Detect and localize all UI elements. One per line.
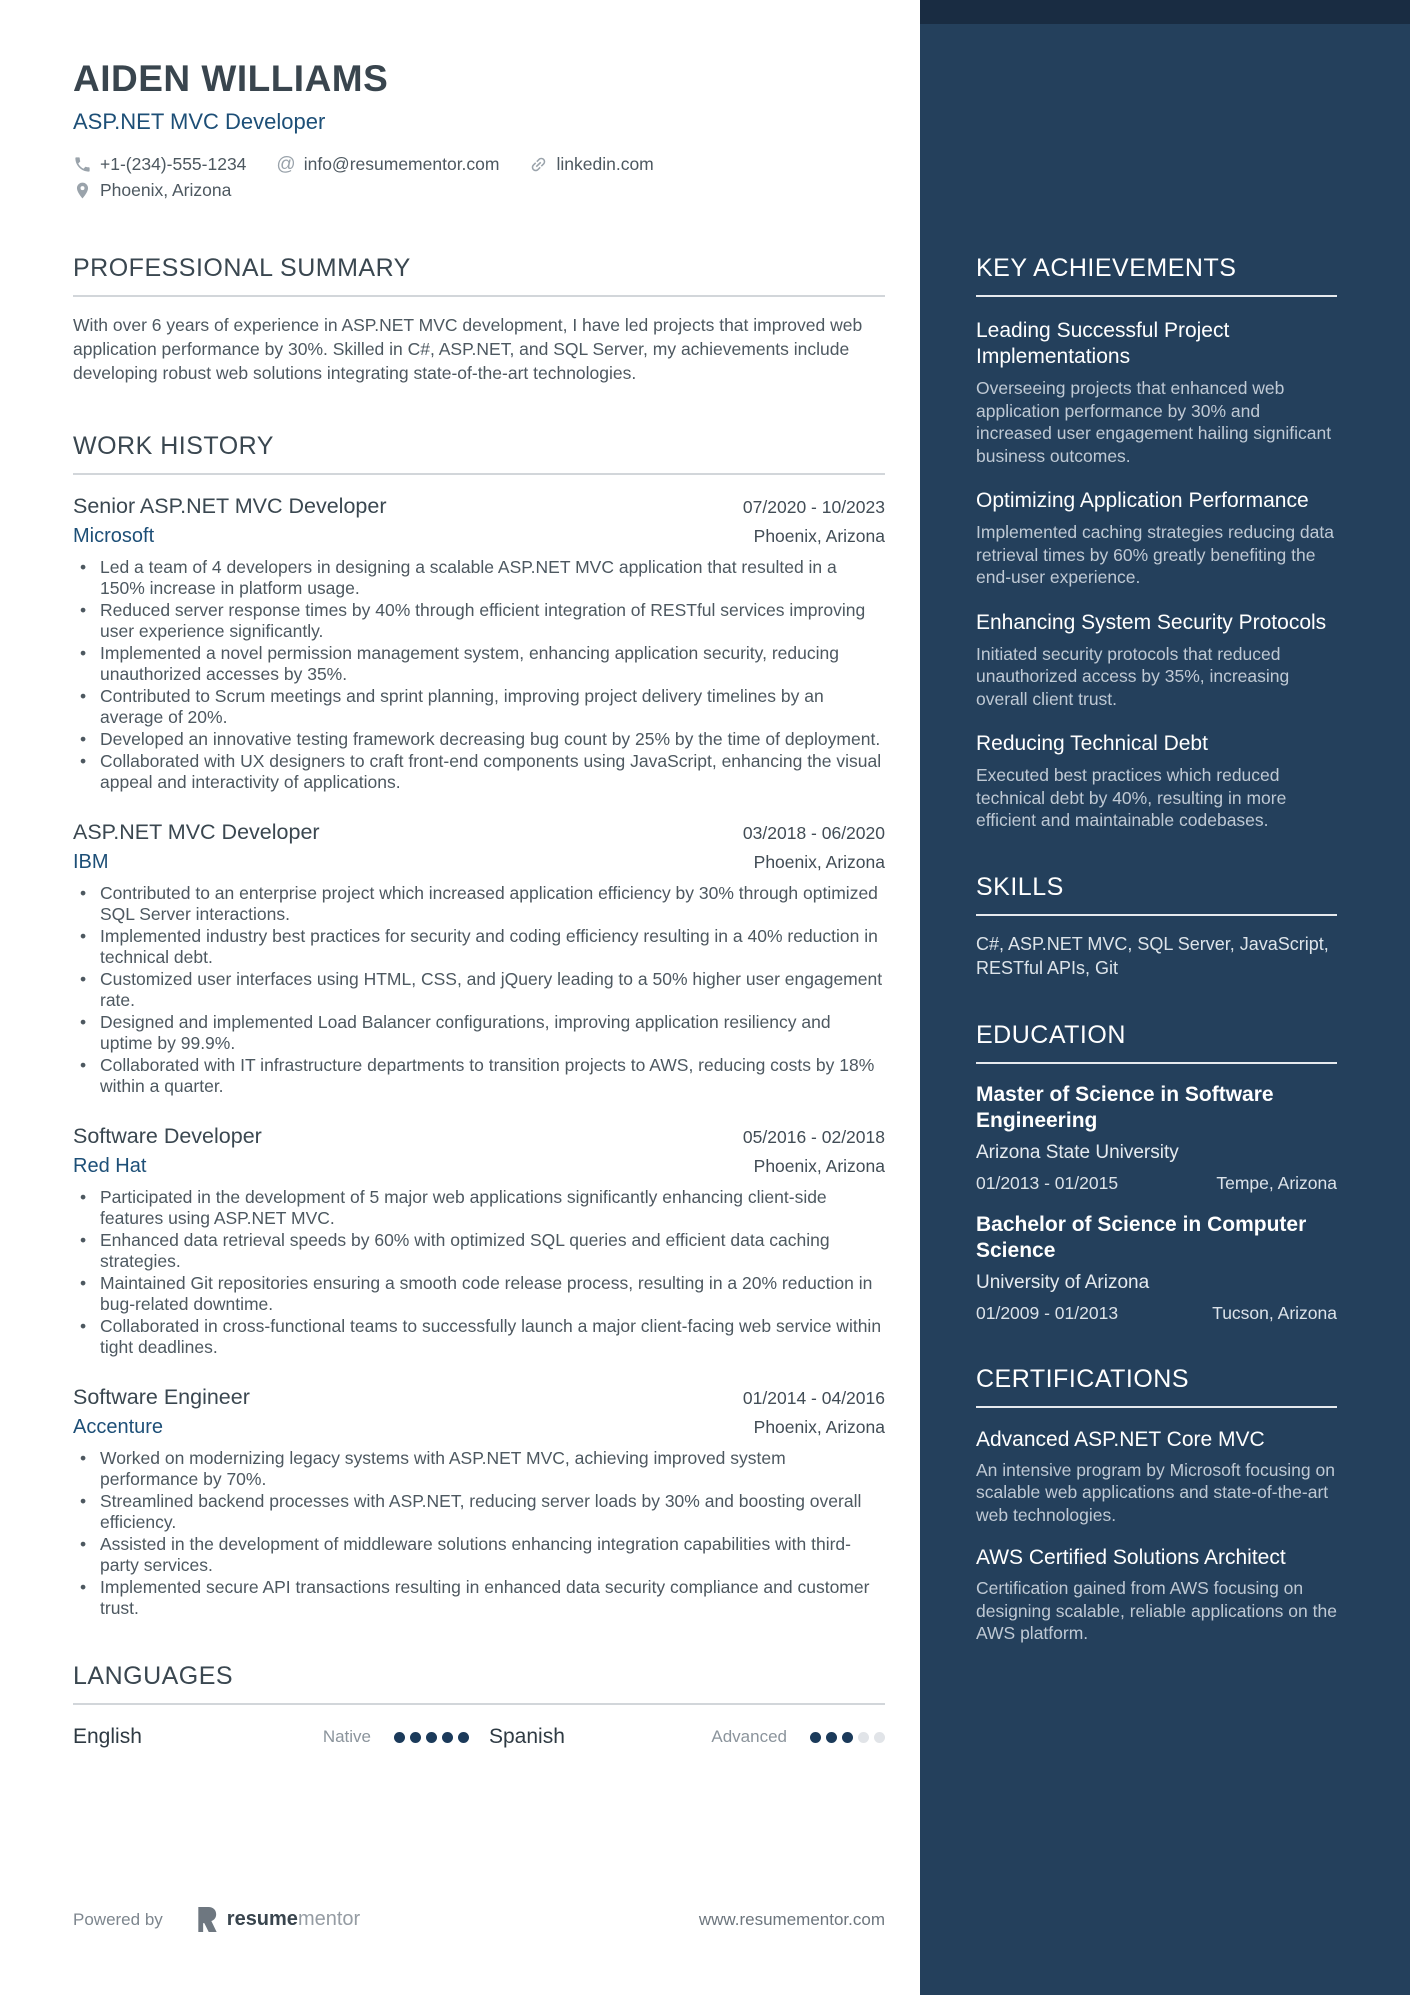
phone-item bbox=[73, 154, 246, 175]
bullet-item: • Streamlined backend processes with ASP.NET, reducing server loads by 30% and boosting overall efficiency. bbox=[73, 1491, 885, 1533]
languages-row bbox=[73, 1725, 885, 1749]
education-location: Tempe, Arizona bbox=[1216, 1172, 1337, 1193]
job-entry bbox=[73, 493, 885, 793]
bullet-item: • Developed an innovative testing framework decreasing bug count by 25% by the time of deployment. bbox=[73, 729, 885, 750]
bullet-item: • Assisted in the development of middleware solutions enhancing integration capabilities with third-party services. bbox=[73, 1534, 885, 1576]
section-certifications bbox=[976, 1364, 1337, 1645]
certifications-heading: CERTIFICATIONS bbox=[976, 1364, 1190, 1393]
job-bullets bbox=[73, 557, 885, 793]
sidebar bbox=[920, 0, 1410, 1995]
link-icon bbox=[526, 151, 553, 178]
bullet-item: • Implemented secure API transactions resulting in enhanced data security compliance and customer trust. bbox=[73, 1577, 885, 1619]
footer-url[interactable]: www.resumementor.com bbox=[698, 1909, 885, 1929]
location-item bbox=[73, 180, 231, 201]
certification-text: Certification gained from AWS focusing on designing scalable, reliable applications on the AWS platform. bbox=[976, 1578, 1337, 1643]
education-location: Tucson, Arizona bbox=[1212, 1302, 1337, 1323]
bullet-item: • Worked on modernizing legacy systems with ASP.NET MVC, achieving improved system performance by 70%. bbox=[73, 1448, 885, 1490]
education-meta-row bbox=[976, 1173, 1337, 1194]
job-title: Software Developer bbox=[73, 1124, 262, 1148]
achievement-item bbox=[976, 610, 1337, 711]
summary-heading: PROFESSIONAL SUMMARY bbox=[73, 254, 411, 282]
sidebar-content bbox=[920, 24, 1410, 1645]
job-header bbox=[73, 819, 885, 845]
section-skills bbox=[976, 872, 1337, 980]
achievement-item bbox=[976, 318, 1337, 467]
certification-item bbox=[976, 1427, 1337, 1527]
email-value[interactable]: info@resumementor.com bbox=[303, 153, 500, 174]
section-education bbox=[976, 1020, 1337, 1324]
achievement-text: Implemented caching strategies reducing data retrieval times by 60% greatly benefiting the end-user experience. bbox=[976, 522, 1334, 587]
person-title: ASP.NET MVC Developer bbox=[73, 109, 326, 134]
education-degree: Master of Science in Software Engineering bbox=[976, 1082, 1274, 1132]
language-level: Advanced bbox=[711, 1727, 787, 1746]
phone-value: +1-(234)-555-1234 bbox=[100, 153, 247, 174]
section-summary bbox=[73, 253, 885, 385]
education-item bbox=[976, 1212, 1337, 1324]
work-history-heading: WORK HISTORY bbox=[73, 432, 274, 460]
job-location: Phoenix, Arizona bbox=[753, 1156, 885, 1176]
divider bbox=[73, 1703, 885, 1705]
language-proficiency-dots bbox=[805, 1732, 885, 1743]
job-entry bbox=[73, 819, 885, 1097]
job-header bbox=[73, 1384, 885, 1410]
sidebar-top-strip bbox=[920, 0, 1410, 24]
skills-list: C#, ASP.NET MVC, SQL Server, JavaScript, RESTful APIs, Git bbox=[976, 933, 1329, 978]
education-school: University of Arizona bbox=[976, 1271, 1150, 1293]
job-dates: 05/2016 - 02/2018 bbox=[742, 1127, 885, 1147]
linkedin-value[interactable]: linkedin.com bbox=[556, 153, 654, 174]
job-subheader bbox=[73, 1415, 885, 1440]
job-header bbox=[73, 493, 885, 519]
bullet-item: • Collaborated in cross-functional teams to successfully launch a major client-facing web service within tight deadlines. bbox=[73, 1316, 885, 1358]
contact-row-2 bbox=[73, 177, 885, 203]
job-dates: 01/2014 - 04/2016 bbox=[742, 1388, 885, 1408]
bullet-item: • Customized user interfaces using HTML, CSS, and jQuery leading to a 50% higher user engagement rate. bbox=[73, 969, 885, 1011]
education-meta-row bbox=[976, 1303, 1337, 1324]
achievement-text: Initiated security protocols that reduced unauthorized access by 35%, increasing overall client trust. bbox=[976, 643, 1290, 709]
job-dates: 07/2020 - 10/2023 bbox=[742, 497, 885, 517]
bullet-item: • Designed and implemented Load Balancer configurations, improving application resiliency and uptime by 99.9%. bbox=[73, 1012, 885, 1054]
certification-title: AWS Certified Solutions Architect bbox=[976, 1546, 1286, 1569]
education-dates: 01/2009 - 01/2013 bbox=[976, 1302, 1119, 1323]
divider bbox=[976, 1406, 1337, 1408]
language-name: Spanish bbox=[489, 1725, 565, 1748]
job-location: Phoenix, Arizona bbox=[753, 526, 885, 546]
divider bbox=[73, 295, 885, 297]
job-title: ASP.NET MVC Developer bbox=[73, 820, 320, 844]
divider bbox=[976, 914, 1337, 916]
education-degree: Bachelor of Science in Computer Science bbox=[976, 1212, 1307, 1262]
section-work-history bbox=[73, 431, 885, 1619]
language-proficiency-dots bbox=[389, 1732, 469, 1743]
languages-heading: LANGUAGES bbox=[73, 1662, 234, 1690]
resumementor-logo bbox=[195, 1906, 360, 1933]
achievement-title: Reducing Technical Debt bbox=[976, 732, 1208, 755]
job-bullets bbox=[73, 1187, 885, 1358]
contact-row-1 bbox=[73, 151, 885, 177]
bullet-item: • Collaborated with IT infrastructure departments to transition projects to AWS, reducing costs by 18% within a quarter. bbox=[73, 1055, 885, 1097]
job-subheader bbox=[73, 1154, 885, 1179]
job-company: IBM bbox=[73, 851, 109, 873]
divider bbox=[976, 295, 1337, 297]
linkedin-item[interactable] bbox=[529, 154, 653, 175]
language-level: Native bbox=[322, 1727, 371, 1746]
bullet-item: • Implemented a novel permission management system, enhancing application security, reducing unauthorized accesses by 35%. bbox=[73, 643, 885, 685]
certification-text: An intensive program by Microsoft focusing on scalable web applications and state-of-the-art web technologies. bbox=[976, 1459, 1335, 1525]
job-title: Software Engineer bbox=[73, 1385, 250, 1409]
job-entry bbox=[73, 1384, 885, 1619]
achievement-title: Leading Successful Project Implementations bbox=[976, 319, 1230, 368]
logo-text-bold: resume bbox=[226, 1908, 298, 1930]
job-bullets bbox=[73, 883, 885, 1097]
bullet-item: • Contributed to an enterprise project which increased application efficiency by 30% through optimized SQL Server interactions. bbox=[73, 883, 885, 925]
job-company: Red Hat bbox=[73, 1155, 147, 1177]
achievement-title: Enhancing System Security Protocols bbox=[976, 610, 1327, 634]
location-value: Phoenix, Arizona bbox=[100, 179, 232, 200]
job-dates: 03/2018 - 06/2020 bbox=[742, 823, 885, 843]
resumementor-logo-icon bbox=[195, 1906, 219, 1933]
powered-by-label: Powered by bbox=[73, 1909, 163, 1929]
skills-heading: SKILLS bbox=[976, 872, 1064, 901]
phone-icon bbox=[73, 155, 92, 174]
location-pin-icon bbox=[73, 181, 92, 200]
bullet-item: • Implemented industry best practices for security and coding efficiency resulting in a 40% reduction in technical debt. bbox=[73, 926, 885, 968]
achievement-text: Overseeing projects that enhanced web application performance by 30% and increased user engagement hailing significant business outcomes. bbox=[976, 378, 1332, 466]
section-key-achievements bbox=[976, 253, 1337, 832]
job-company: Microsoft bbox=[73, 525, 155, 547]
bullet-item: • Reduced server response times by 40% through efficient integration of RESTful services improving user experience significantly. bbox=[73, 600, 885, 642]
job-location: Phoenix, Arizona bbox=[753, 852, 885, 872]
certification-title: Advanced ASP.NET Core MVC bbox=[976, 1427, 1265, 1451]
contact-block bbox=[73, 151, 885, 203]
bullet-item: • Maintained Git repositories ensuring a smooth code release process, resulting in a 20% reduction in bug-related downtime. bbox=[73, 1273, 885, 1315]
job-header bbox=[73, 1123, 885, 1149]
divider bbox=[976, 1062, 1337, 1064]
achievement-text: Executed best practices which reduced technical debt by 40%, resulting in more efficient and maintainable codebases. bbox=[976, 765, 1287, 830]
education-school: Arizona State University bbox=[976, 1141, 1179, 1163]
achievements-heading: KEY ACHIEVEMENTS bbox=[976, 254, 1237, 282]
bullet-item: • Participated in the development of 5 major web applications significantly enhancing client-side features using ASP.NET MVC. bbox=[73, 1187, 885, 1229]
job-subheader bbox=[73, 524, 885, 549]
job-company: Accenture bbox=[73, 1416, 164, 1438]
achievement-item bbox=[976, 488, 1337, 589]
education-heading: EDUCATION bbox=[976, 1020, 1126, 1049]
job-location: Phoenix, Arizona bbox=[753, 1417, 885, 1437]
bullet-item: • Led a team of 4 developers in designing a scalable ASP.NET MVC application that resulted in a 150% increase in platform usage. bbox=[73, 557, 885, 599]
summary-text: With over 6 years of experience in ASP.NET MVC development, I have led projects that improved web application performance by 30%. Skilled in C#, ASP.NET, and SQL Server, my achievements include developing robust web solutions integrating state-of-the-art technologies. bbox=[73, 315, 863, 383]
email-item[interactable] bbox=[276, 154, 499, 175]
job-title: Senior ASP.NET MVC Developer bbox=[73, 494, 387, 518]
language-item bbox=[73, 1725, 469, 1749]
footer bbox=[73, 1906, 885, 1933]
language-name: English bbox=[73, 1725, 142, 1748]
email-at-icon: @ bbox=[276, 153, 296, 175]
logo-text-light: mentor bbox=[297, 1908, 361, 1930]
achievement-title: Optimizing Application Performance bbox=[976, 489, 1309, 512]
achievement-item bbox=[976, 731, 1337, 832]
language-item bbox=[489, 1725, 885, 1749]
job-bullets bbox=[73, 1448, 885, 1619]
bullet-item: • Contributed to Scrum meetings and sprint planning, improving project delivery timelines by an average of 20%. bbox=[73, 686, 885, 728]
job-subheader bbox=[73, 850, 885, 875]
section-languages bbox=[73, 1661, 885, 1749]
divider bbox=[73, 473, 885, 475]
person-name: AIDEN WILLIAMS bbox=[73, 58, 389, 99]
bullet-item: • Collaborated with UX designers to craft front-end components using JavaScript, enhancing the visual appeal and interactivity of applications. bbox=[73, 751, 885, 793]
education-item bbox=[976, 1082, 1337, 1194]
certification-item bbox=[976, 1545, 1337, 1645]
job-entry bbox=[73, 1123, 885, 1358]
education-dates: 01/2013 - 01/2015 bbox=[976, 1172, 1119, 1193]
bullet-item: • Enhanced data retrieval speeds by 60% with optimized SQL queries and efficient data caching strategies. bbox=[73, 1230, 885, 1272]
